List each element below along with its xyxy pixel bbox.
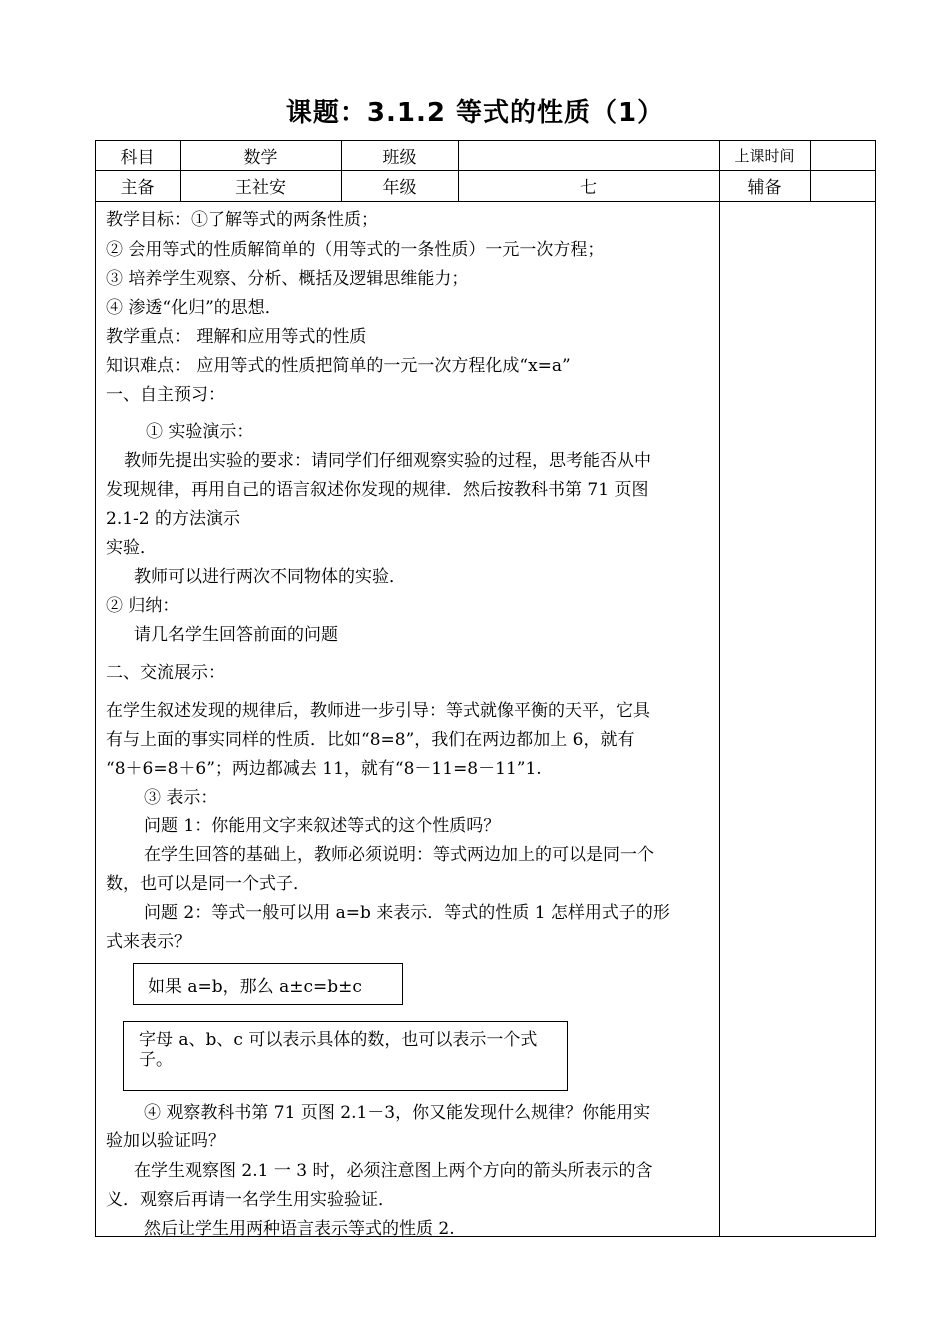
formula-box <box>133 963 403 1005</box>
paragraph-line: 式来表示？ <box>106 932 191 952</box>
objective-line: 教学目标：①了解等式的两条性质； <box>106 210 378 230</box>
paragraph-line: 数，也可以是同一个式子． <box>106 874 310 894</box>
subsection-heading: ② 归纳： <box>106 596 180 616</box>
paragraph-line: 在学生观察图 2.1 一 3 时，必须注意图上两个方向的箭头所表示的含 <box>134 1161 653 1181</box>
grade-value: 七 <box>580 178 597 198</box>
table-col-divider <box>719 140 720 1237</box>
class-label: 班级 <box>382 147 417 168</box>
objective-line: ② 会用等式的性质解简单的（用等式的一条性质）一元一次方程； <box>106 240 605 260</box>
paragraph-line: 实验． <box>106 538 157 558</box>
key-point-line: 教学重点： 理解和应用等式的性质 <box>106 327 367 347</box>
paragraph-line: 义．观察后再请一名学生用实验验证． <box>106 1190 395 1210</box>
note-text: 字母 a、b、c 可以表示具体的数，也可以表示一个式子。 <box>139 1030 538 1070</box>
class-time-value <box>810 140 876 170</box>
note-box <box>123 1021 568 1091</box>
paragraph-line: 有与上面的事实同样的性质．比如“8=8”，我们在两边都加上 6，就有 <box>106 730 635 750</box>
difficulty-line: 知识难点： 应用等式的性质把简单的一元一次方程化成“x=a” <box>106 356 571 376</box>
subject-value: 数学 <box>243 147 278 168</box>
paragraph-line: 验加以验证吗？ <box>106 1131 225 1151</box>
subject-label: 科目 <box>120 147 155 168</box>
paragraph-line: 在学生回答的基础上，教师必须说明：等式两边加上的可以是同一个 <box>144 845 654 865</box>
objective-line: ④ 渗透“化归”的思想． <box>106 298 282 318</box>
paragraph-line: ④ 观察教科书第 71 页图 2.1－3，你又能发现什么规律？你能用实 <box>144 1103 651 1123</box>
paragraph-line: 教师先提出实验的要求：请同学们仔细观察实验的过程，思考能否从中 <box>124 451 651 471</box>
formula-text: 如果 a=b，那么 a±c=b±c <box>148 977 362 997</box>
paragraph-line: 教师可以进行两次不同物体的实验． <box>134 567 406 587</box>
table-row-divider <box>95 201 876 202</box>
paragraph-line: 问题 2：等式一般可以用 a=b 来表示．等式的性质 1 怎样用式子的形 <box>144 903 670 923</box>
objective-line: ③ 培养学生观察、分析、概括及逻辑思维能力； <box>106 269 469 289</box>
assistant-value <box>810 170 876 201</box>
lead-teacher-value: 王社安 <box>235 178 286 198</box>
section-heading: 一、自主预习： <box>106 385 225 405</box>
subsection-heading: ③ 表示： <box>144 788 218 808</box>
paragraph-line: 然后让学生用两种语言表示等式的性质 2. <box>144 1219 455 1239</box>
paragraph-line: “8＋6=8＋6”；两边都减去 11，就有“8－11=8－11”1. <box>106 759 542 779</box>
paragraph-line: 发现规律，再用自己的语言叙述你发现的规律．然后按教科书第 71 页图 <box>106 480 649 500</box>
paragraph-line: 在学生叙述发现的规律后，教师进一步引导：等式就像平衡的天平，它具 <box>106 701 650 721</box>
class-time-label: 上课时间 <box>734 146 795 165</box>
page-title: 课题：3.1.2 等式的性质（1） <box>285 98 665 128</box>
class-value <box>458 140 719 170</box>
grade-label: 年级 <box>382 178 417 198</box>
subsection-heading: ① 实验演示： <box>146 422 254 442</box>
paragraph-line: 请几名学生回答前面的问题 <box>134 625 338 645</box>
paragraph-line: 2.1-2 的方法演示 <box>106 509 240 529</box>
section-heading: 二、交流展示： <box>106 663 225 683</box>
paragraph-line: 问题 1：你能用文字来叙述等式的这个性质吗？ <box>144 816 501 836</box>
assistant-label: 辅备 <box>747 178 782 198</box>
lead-teacher-label: 主备 <box>120 178 155 198</box>
